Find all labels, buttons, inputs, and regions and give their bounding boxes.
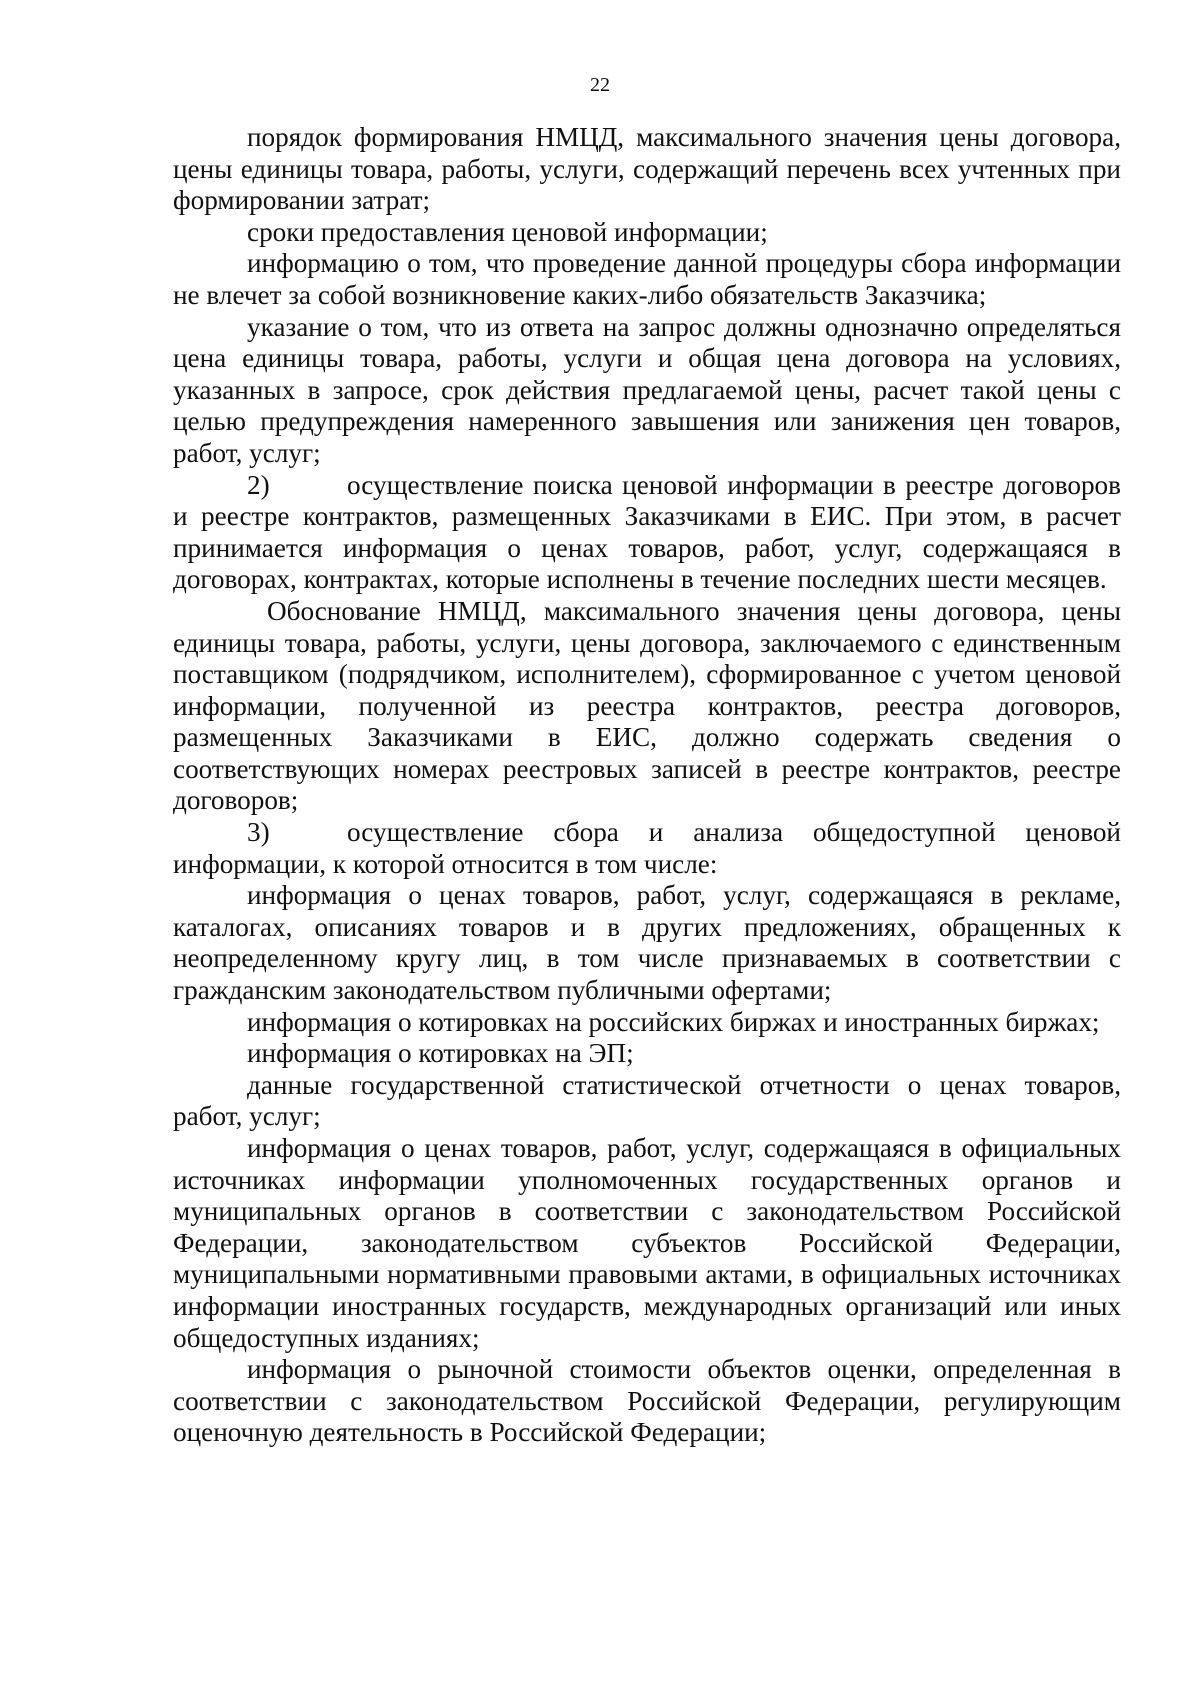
paragraph: информация о котировках на ЭП; [247, 1038, 634, 1069]
list-number: 3) [247, 817, 270, 848]
paragraph-text: осуществление поиска ценовой информации в реестре договоров и реестре контрактов, размещенных Заказчиками в ЕИС. При этом, в расчет принимается информация о ценах товаров, работ, услуг, содержащаяся в договорах, контрактах, которые исполнены в течение последних шести месяцев. [173, 469, 1121, 595]
paragraph: данные государственной статистической отчетности о ценах товаров, работ, услуг; [173, 1069, 1121, 1132]
paragraph: информация о ценах товаров, работ, услуг, содержащаяся в официальных источниках информации уполномоченных государственных органов и муниципальных органов в соответствии с законодательством Российской Федерации, законодательством субъектов Российской Федерации, муниципальными нормативными правовыми актами, в официальных источниках информации иностранных государств, международных организаций или иных общедоступных изданиях; [173, 1133, 1121, 1353]
list-number: 2) [247, 469, 270, 500]
paragraph: информация о ценах товаров, работ, услуг, содержащаяся в рекламе, каталогах, описаниях товаров и в других предложениях, обращенных к неопределенному кругу лиц, в том числе признаваемых в соответствии с гражданским законодательством публичными офертами; [173, 880, 1121, 1006]
paragraph: информацию о том, что проведение данной процедуры сбора информации не влечет за собой возникновение каких-либо обязательств Заказчика; [173, 248, 1121, 310]
paragraph-text: осуществление сбора и анализа общедоступной ценовой информации, к которой относится в том числе: [173, 817, 1121, 879]
numbered-paragraph [173, 470, 1121, 596]
paragraph: Обоснование НМЦД, максимального значения цены договора, цены единицы товара, работы, услуги, цены договора, заключаемого с единственным поставщиком (подрядчиком, исполнителем), сформированное с учетом ценовой информации, полученной из реестра контрактов, реестра договоров, размещенных Заказчиками в ЕИС, должно содержать сведения о соответствующих номерах реестровых записей в реестре контрактов, реестре договоров; [173, 595, 1121, 816]
paragraph: указание о том, что из ответа на запрос должны однозначно определяться цена единицы товара, работы, услуги и общая цена договора на условиях, указанных в запросе, срок действия предлагаемой цены, расчет такой цены с целью предупреждения намеренного завышения или занижения цен товаров, работ, услуг; [173, 311, 1121, 468]
paragraph: сроки предоставления ценовой информации; [247, 216, 768, 247]
body-text [173, 122, 1121, 1449]
numbered-paragraph [173, 817, 1121, 880]
paragraph: информация о котировках на российских биржах и иностранных биржах; [247, 1006, 1100, 1037]
paragraph: порядок формирования НМЦД, максимального значения цены договора, цены единицы товара, работы, услуги, содержащий перечень всех учтенных при формировании затрат; [173, 122, 1121, 216]
paragraph: информация о рыночной стоимости объектов оценки, определенная в соответствии с законодательством Российской Федерации, регулирующим оценочную деятельность в Российской Федерации; [173, 1354, 1121, 1448]
page-number: 22 [590, 74, 610, 96]
